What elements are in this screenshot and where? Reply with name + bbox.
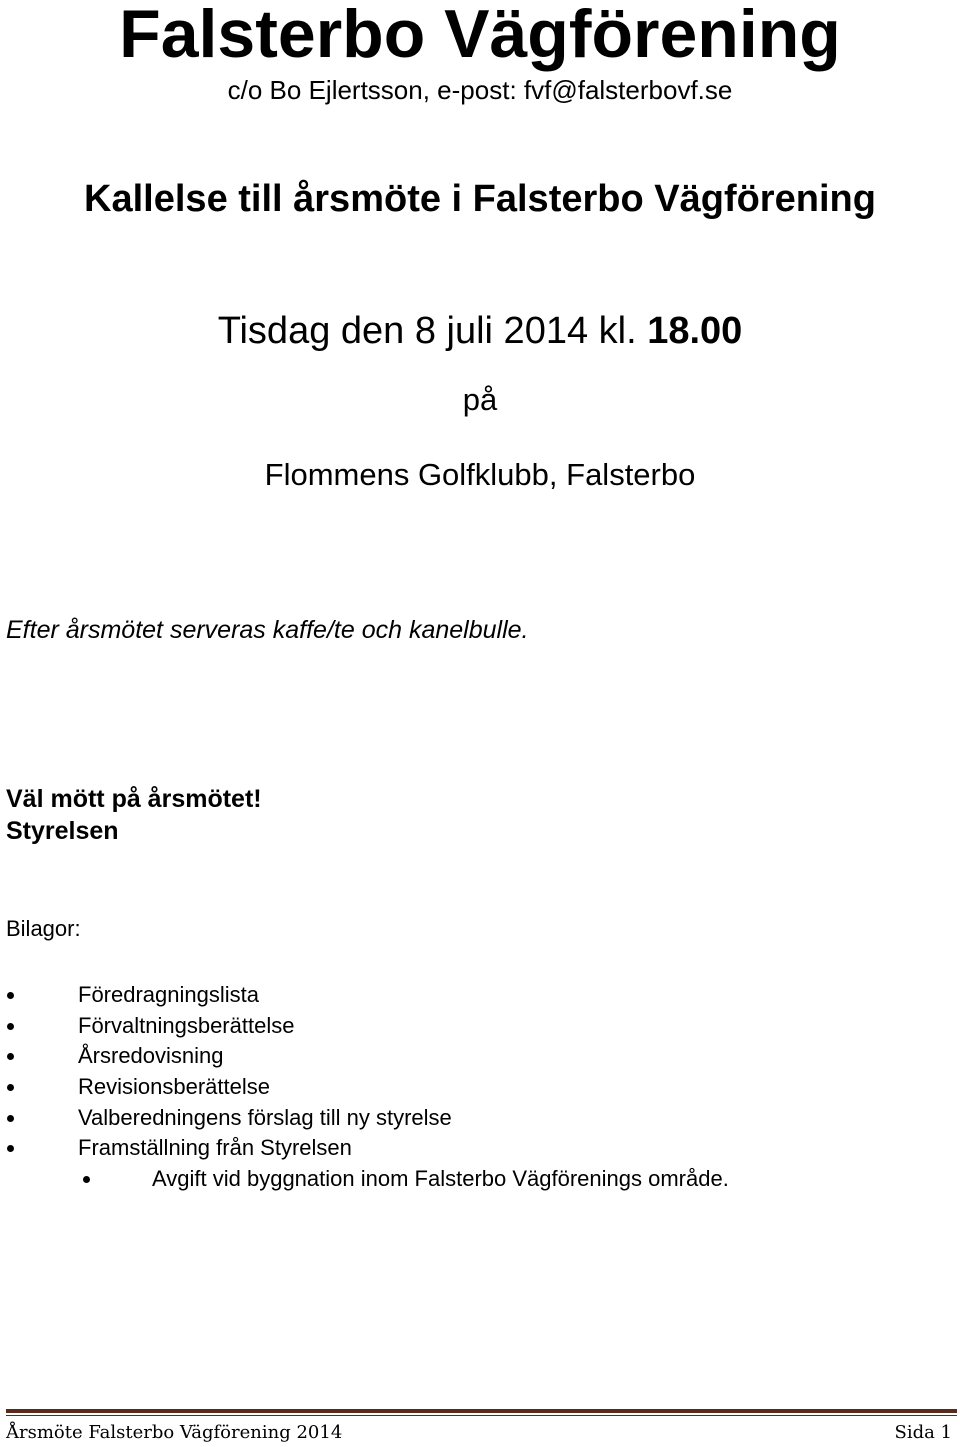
attachment-item: Revisionsberättelse (78, 1074, 270, 1099)
invitation-heading: Kallelse till årsmöte i Falsterbo Vägförening (84, 178, 876, 220)
welcome-message: Väl mött på årsmötet! (6, 785, 262, 813)
meeting-time: 18.00 (647, 310, 743, 352)
footer-page-number: Sida 1 (894, 1422, 952, 1443)
contact-line: c/o Bo Ejlertsson, e-post: fvf@falsterbovf.se (227, 75, 733, 105)
refreshments-note: Efter årsmötet serveras kaffe/te och kanelbulle. (6, 616, 529, 644)
meeting-date (0, 308, 960, 354)
signature: Styrelsen (6, 817, 119, 845)
bullet-icon (83, 1176, 90, 1183)
connector-word: på (462, 382, 498, 417)
bullet-icon (7, 1053, 14, 1060)
bullet-icon (7, 1145, 14, 1152)
attachments-label: Bilagor: (6, 916, 81, 941)
attachment-item: Årsredovisning (78, 1043, 224, 1068)
bullet-icon (7, 1115, 14, 1122)
bullet-icon (7, 1084, 14, 1091)
attachment-item: Förvaltningsberättelse (78, 1013, 295, 1038)
meeting-date-text: Tisdag den 8 juli 2014 kl. (217, 310, 648, 352)
footer-divider (6, 1409, 957, 1413)
attachment-item: Föredragningslista (78, 982, 259, 1007)
footer-divider-thin (6, 1415, 957, 1416)
bullet-icon (7, 992, 14, 999)
attachment-item: Framställning från Styrelsen (78, 1135, 352, 1160)
footer-document-title: Årsmöte Falsterbo Vägförening 2014 (6, 1422, 343, 1443)
attachment-item: Valberedningens förslag till ny styrelse (78, 1105, 452, 1130)
attachment-sub-item: Avgift vid byggnation inom Falsterbo Vägförenings område. (152, 1166, 729, 1191)
bullet-icon (7, 1023, 14, 1030)
meeting-venue: Flommens Golfklubb, Falsterbo (264, 457, 696, 492)
organization-title: Falsterbo Vägförening (119, 0, 841, 72)
